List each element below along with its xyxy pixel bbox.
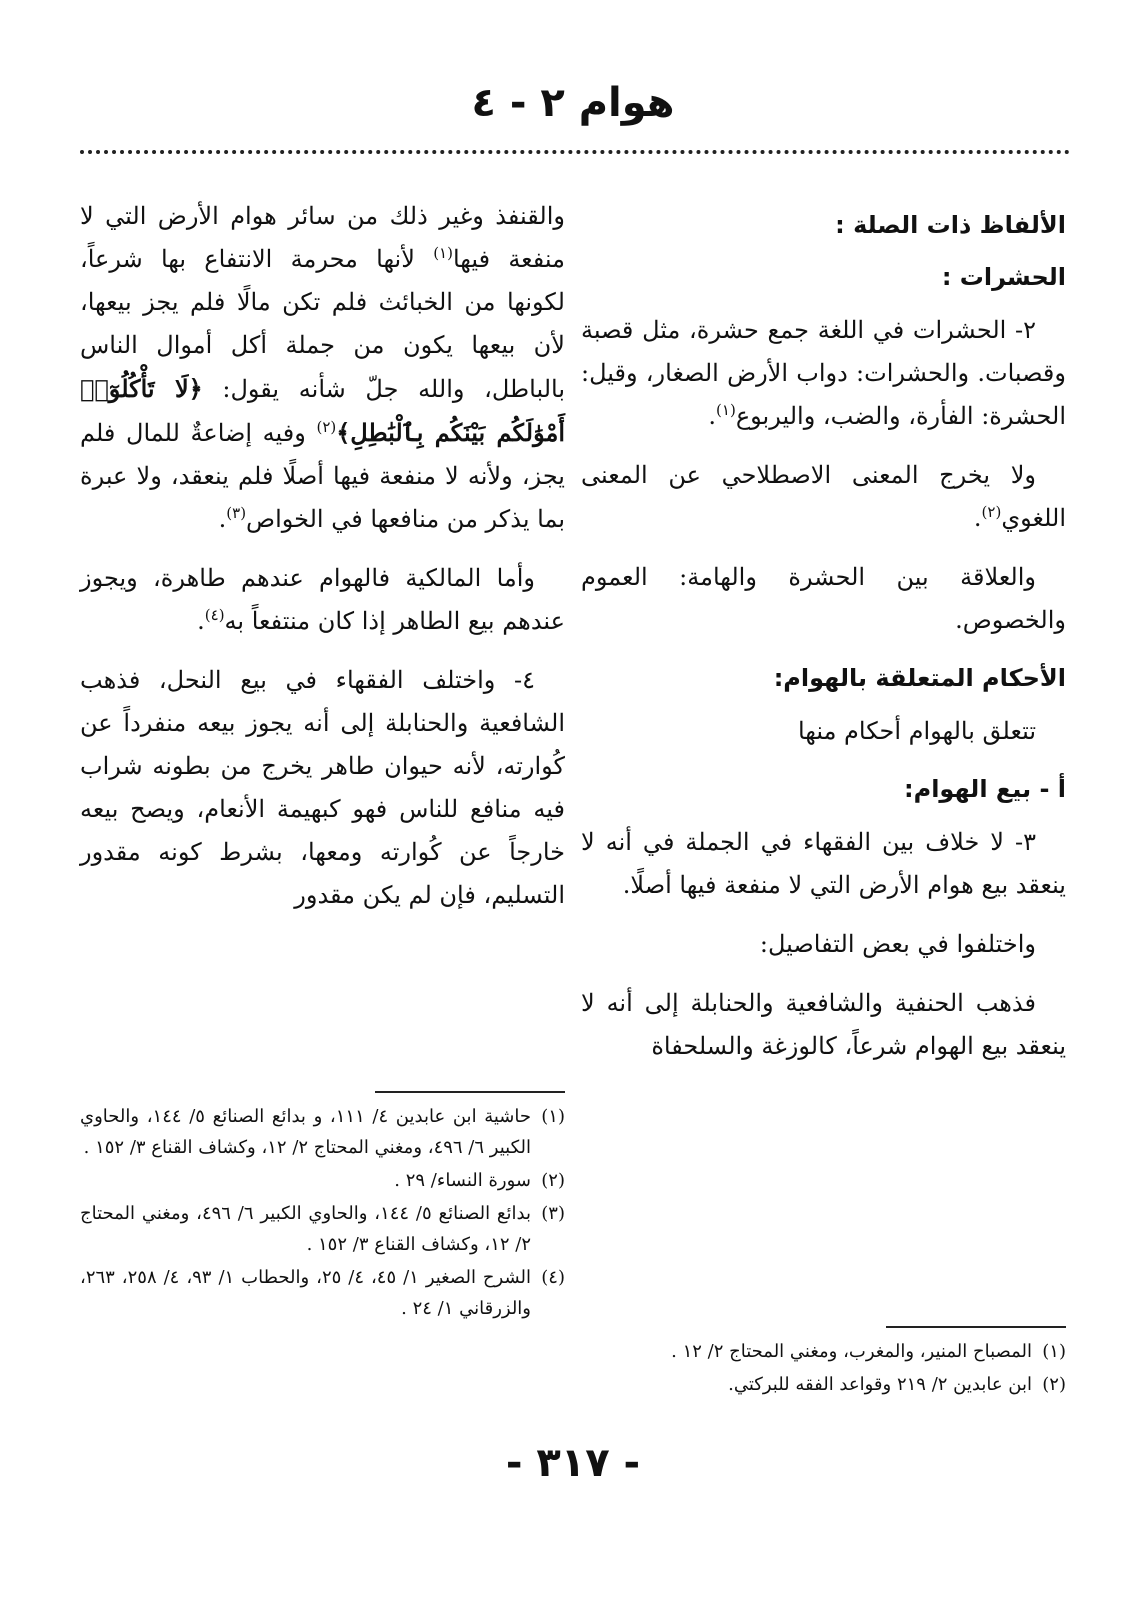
footnote-number: (٢) <box>1042 1374 1066 1395</box>
header-dotted-rule <box>80 150 1070 154</box>
paragraph-continuation <box>80 195 565 541</box>
footnote-number: (٤) <box>541 1267 565 1288</box>
running-header: هوام ٢ - ٤ <box>471 80 675 126</box>
left-column <box>80 195 565 933</box>
footnote-item <box>80 1198 565 1260</box>
paragraph-end: . <box>973 504 982 532</box>
paragraph-hanafi-view: فذهب الحنفية والشافعية والحنابلة إلى أنه لا ينعقد بيع الهوام شرعاً، كالوزغة والسلحفاة <box>581 989 1066 1060</box>
paragraph-relation: والعلاقة بين الحشرة والهامة: العموم والخصوص. <box>581 563 1066 634</box>
footnote-text: بدائع الصنائع ٥/ ١٤٤، والحاوي الكبير ٦/ ٤٩٦، ومغني المحتاج ٢/ ١٢، وكشاف القناع ٣/ ١٥٢ . <box>80 1203 531 1255</box>
right-column <box>581 195 1066 1084</box>
footnote-number: (٢) <box>541 1170 565 1191</box>
footnote-ref: (٢) <box>316 418 337 436</box>
footnote-item <box>80 1165 565 1196</box>
paragraph-details-differ: واختلفوا في بعض التفاصيل: <box>759 930 1036 958</box>
footnote-text: ابن عابدين ٢/ ٢١٩ وقواعد الفقه للبركتي. <box>728 1374 1032 1395</box>
paragraph-text: والقنفذ وغير ذلك من سائر هوام الأرض التي لا منفعة فيها <box>80 202 565 273</box>
paragraph-text: ولا يخرج المعنى الاصطلاحي عن المعنى اللغوي <box>581 461 1066 532</box>
paragraph-text: لأنها محرمة الانتفاع بها شرعاً، لكونها من الخبائث فلم تكن مالًا فلم يجز بيعها، لأن بيعها يكون من جملة أكل أموال الناس بالباطل، والله جلّ شأنه يقول: <box>80 245 565 403</box>
footnote-item <box>581 1336 1066 1367</box>
footnote-list <box>581 1336 1066 1400</box>
paragraph-text: وفيه إضاعةٌ للمال فلم يجز، ولأنه لا منفعة فيها أصلًا فلم ينعقد، ولا عبرة بما يذكر من منافعها في الخواص <box>80 419 565 533</box>
footnote-item <box>80 1101 565 1163</box>
footnote-ref: (١) <box>716 401 736 419</box>
footnote-text: حاشية ابن عابدين ٤/ ١١١، و بدائع الصنائع ٥/ ١٤٤، والحاوي الكبير ٦/ ٤٩٦، ومغني المحتاج ٢/ ١٢، وكشاف القناع ٣/ ١٥٢ . <box>80 1106 532 1158</box>
page-number: - ٣١٧ - <box>505 1440 641 1486</box>
paragraph-no-dispute: ٣- لا خلاف بين الفقهاء في الجملة في أنه لا ينعقد بيع هوام الأرض التي لا منفعة فيها أصلًا. <box>581 828 1066 899</box>
heading-related-terms: الألفاظ ذات الصلة : <box>835 211 1066 239</box>
footnote-rule <box>375 1091 565 1093</box>
paragraph-end: . <box>708 402 717 430</box>
footnote-text: المصباح المنير، والمغرب، ومغني المحتاج ٢/ ١٢ . <box>671 1341 1032 1362</box>
paragraph-bee-sale: ٤- واختلف الفقهاء في بيع النحل، فذهب الشافعية والحنابلة إلى أنه يجوز بيعه منفرداً عن كُوارته، لأنه حيوان طاهر يخرج من بطونه شراب فيه منافع للناس فهو كبهيمة الأنعام، ويصح بيعه خارجاً عن كُوارته ومعها، بشرط كونه مقدور التسليم، فإن لم يكن مقدور <box>80 666 565 909</box>
paragraph-technical-meaning <box>581 454 1066 540</box>
left-footnotes <box>80 1077 565 1326</box>
quran-verse: ﴿لَا تَأْكُلُوٓا۟ أَمْوَٰلَكُم بَيْنَكُم بِٱلْبَٰطِلِ﴾ <box>80 374 565 447</box>
heading-sale-of-vermin: أ - بيع الهوام: <box>904 775 1066 803</box>
footnote-number: (٣) <box>541 1203 565 1224</box>
footnote-ref: (٢) <box>981 503 1002 521</box>
footnote-ref: (٤) <box>204 606 225 624</box>
right-footnotes <box>581 1312 1066 1402</box>
paragraph-text: وأما المالكية فالهوام عندهم طاهرة، ويجوز عندهم بيع الطاهر إذا كان منتفعاً به <box>80 564 565 635</box>
footnote-list <box>80 1101 565 1324</box>
paragraph-rulings-intro: تتعلق بالهوام أحكام منها <box>797 717 1036 745</box>
footnote-text: سورة النساء/ ٢٩ . <box>394 1170 531 1191</box>
footnote-rule <box>886 1326 1066 1328</box>
paragraph-insects-definition <box>581 309 1066 438</box>
footnote-text: الشرح الصغير ١/ ٤٥، ٤/ ٢٥، والحطاب ١/ ٩٣، ٤/ ٢٥٨، ٢٦٣، والزرقاني ١/ ٢٤ . <box>80 1267 532 1319</box>
footnote-number: (١) <box>541 1106 565 1127</box>
footnote-ref: (١) <box>433 244 453 262</box>
footnote-ref: (٣) <box>226 504 247 522</box>
paragraph-end: . <box>197 607 205 635</box>
heading-rulings: الأحكام المتعلقة بالهوام: <box>773 664 1066 692</box>
paragraph-end: . <box>218 505 227 533</box>
heading-insects: الحشرات : <box>941 263 1066 291</box>
footnote-item <box>581 1369 1066 1400</box>
paragraph-maliki-view <box>80 557 565 643</box>
paragraph-text: ٢- الحشرات في اللغة جمع حشرة، مثل قصبة وقصبات. والحشرات: دواب الأرض الصغار، وقيل: الحشرة: الفأرة، والضب، واليربوع <box>581 316 1066 430</box>
footnote-item <box>80 1262 565 1324</box>
footnote-number: (١) <box>1042 1341 1066 1362</box>
